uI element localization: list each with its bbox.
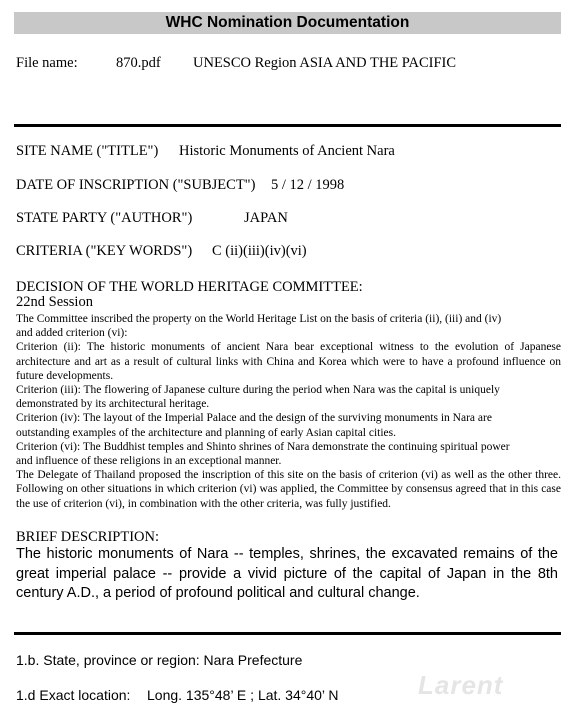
state-province-line: 1.b. State, province or region: Nara Prefecture bbox=[16, 652, 303, 668]
criteria-label: CRITERIA ("KEY WORDS") bbox=[16, 243, 193, 259]
site-name-value: Historic Monuments of Ancient Nara bbox=[179, 143, 395, 159]
decision-line: and influence of these religions in an exceptional manner. bbox=[16, 455, 282, 468]
decision-line: outstanding examples of the architecture and planning of early Asian capital cities. bbox=[16, 426, 397, 439]
decision-line: Criterion (vi): The Buddhist temples and Shinto shrines of Nara demonstrate the continuing spiritual power bbox=[16, 440, 510, 453]
location-label: 1.d Exact location: bbox=[16, 687, 131, 703]
decision-line: Criterion (iii): The flowering of Japanese culture during the period when Nara was the capital is uniquely bbox=[16, 384, 500, 397]
watermark: Larent bbox=[418, 670, 504, 700]
decision-line: Criterion (iv): The layout of the Imperial Palace and the design of the surviving monuments in Nara are bbox=[16, 412, 492, 425]
unesco-region: UNESCO Region ASIA AND THE PACIFIC bbox=[193, 55, 457, 71]
decision-line: demonstrated by its architectural heritage. bbox=[16, 398, 210, 411]
section-divider-bottom bbox=[14, 632, 561, 635]
brief-heading: BRIEF DESCRIPTION: bbox=[16, 529, 160, 545]
session-label: 22nd Session bbox=[16, 294, 93, 310]
brief-description: The historic monuments of Nara -- temples, shrines, the excavated remains of the great imperial palace -- provide a vivid picture of the capital of Japan in the 8th century A.D., a period of profound political and cultural change. bbox=[16, 546, 558, 601]
inscription-date-label: DATE OF INSCRIPTION ("SUBJECT") bbox=[16, 177, 256, 193]
decision-line: and added criterion (vi): bbox=[16, 327, 128, 340]
section-divider-top bbox=[14, 124, 561, 127]
file-name-label: File name: bbox=[16, 55, 78, 71]
state-party-label: STATE PARTY ("AUTHOR") bbox=[16, 210, 193, 226]
decision-heading: DECISION OF THE WORLD HERITAGE COMMITTEE: bbox=[16, 279, 363, 295]
criteria-value: C (ii)(iii)(iv)(vi) bbox=[212, 243, 307, 259]
inscription-date-value: 5 / 12 / 1998 bbox=[271, 177, 345, 193]
decision-line: The Delegate of Thailand proposed the inscription of this site on the basis of criterion (vi) as well as the other three. Following on other situations in which criterion (vi) was applied, the Committee by consensus agreed that in this case the use of criterion (vi), in combination with the other criteria, was fully justified. bbox=[16, 469, 561, 510]
location-value: Long. 135°48’ E ; Lat. 34°40’ N bbox=[147, 687, 339, 703]
decision-line: The Committee inscribed the property on the World Heritage List on the basis of criteria (ii), (iii) and (iv) bbox=[16, 313, 502, 325]
site-name-label: SITE NAME ("TITLE") bbox=[16, 143, 159, 159]
decision-line: Criterion (ii): The historic monuments of ancient Nara bear exceptional witness to the evolution of Japanese architecture and art as a result of cultural links with China and Korea which were to have a profound influence on future developments. bbox=[16, 341, 561, 382]
state-party-value: JAPAN bbox=[244, 210, 288, 226]
document-header: WHC Nomination Documentation bbox=[14, 12, 561, 34]
file-name-value: 870.pdf bbox=[116, 55, 161, 71]
decision-text bbox=[16, 312, 561, 511]
